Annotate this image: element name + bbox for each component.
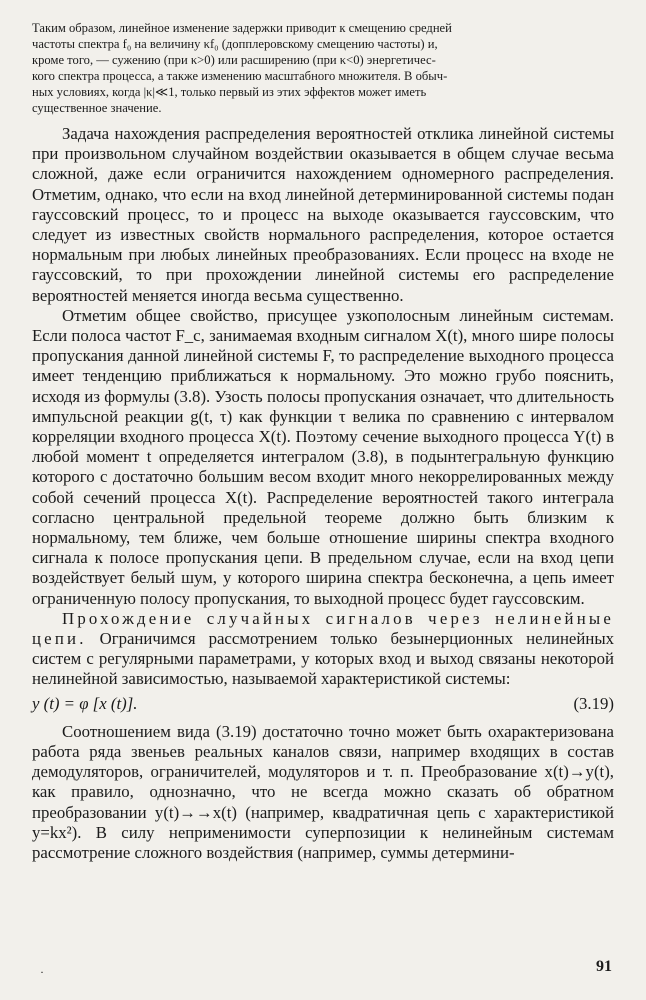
note-line: ных условиях, когда |κ|≪1, только первый из этих эффектов может иметь [32,85,427,99]
paragraph-relation: Соотношением вида (3.19) достаточно точно может быть охарактеризована работа ряда звеньев реальных каналов связи, например входящих в состав демодуляторов, ограничителей, модуляторов и т. п. Преобразование x(t)→y(t), как правило, однозначно, что не всегда можно сказать об обратном преобразовании y(t)→→x(t) (например, квадратичная цепь с характеристикой y=kx²). В силу неприменимости суперпозиции к нелинейным системам рассмотрение сложного воздействия (например, суммы детермини- [32,721,614,862]
note-line: частоты спектра f₀ на величину κf₀ (допплеровскому смещению частоты) и, [32,37,438,51]
page-body [32,20,614,863]
paragraph-narrowband: Отметим общее свойство, присущее узкополосным линейным системам. Если полоса частот F_c, занимаемая входным сигналом X(t), много шире полосы пропускания данной линейной системы F, то распределение выходного процесса имеет тенденцию приближаться к нормальному. Это можно грубо пояснить, исходя из формулы (3.8). Узость полосы пропускания означает, что длительность импульсной реакции g(t, τ) как функции τ велика по сравнению с интервалом корреляции входного процесса X(t). Поэтому сечение выходного процесса Y(t) в любой момент t определяется интегралом (3.8), в подынтегральную функцию которого с достаточно большим весом входит много некоррелированных между собой сечений процесса X(t). Распределение вероятностей такого интеграла согласно центральной предельной теореме должно быть близким к нормальному, тем ближе, чем больше отношение ширины спектра входного сигнала к полосе пропускания цепи. В предельном случае, если на вход цепи воздействует белый шум, у которого ширина спектра бесконечна, а цепь имеет ограниченную полосу пропускания, то выходной процесс будет гауссовским. [32,305,614,608]
note-line: Таким образом, линейное изменение задержки приводит к смещению средней [32,21,452,35]
section-text: Ограничимся рассмотрением только безынерционных нелинейных систем с регулярными параметрами, у которых вход и выход связаны некоторой нелинейной зависимостью, называемой характеристикой системы: [32,629,615,689]
print-mark: · [40,965,44,979]
note-line: кого спектра процесса, а также изменению масштабного множителя. В обыч- [32,69,448,83]
formula-3-19 [32,694,614,714]
footnote-block [32,20,614,116]
paragraph-distribution: Задача нахождения распределения вероятностей отклика линейной системы при произвольном случайном воздействии оказывается в общем случае весьма сложной, даже если ограничится нахождением одномерного распределения. Отметим, однако, что если на вход линейной детерминированной системы подан гауссовский процесс, то и процесс на выходе оказывается гауссовским, что следует из известных свойств нормального распределения, которое остается нормальным при любых линейных преобразованиях. Если процесс на входе не гауссовский, то при прохождении линейной системы его распределение вероятностей меняется иногда весьма существенно. [32,124,614,305]
note-line: существенное значение. [32,101,162,115]
section-heading: Прохождение случайных сигналов через нелинейные цепи. [32,608,614,649]
formula-expression: y (t) = φ [x (t)]. [32,693,138,713]
formula-number: (3.19) [573,693,614,713]
page-number: 91 [596,958,612,975]
paragraph-nonlinear [32,609,614,690]
note-line: кроме того, — сужению (при κ>0) или расширению (при κ<0) энергетичес- [32,53,436,67]
